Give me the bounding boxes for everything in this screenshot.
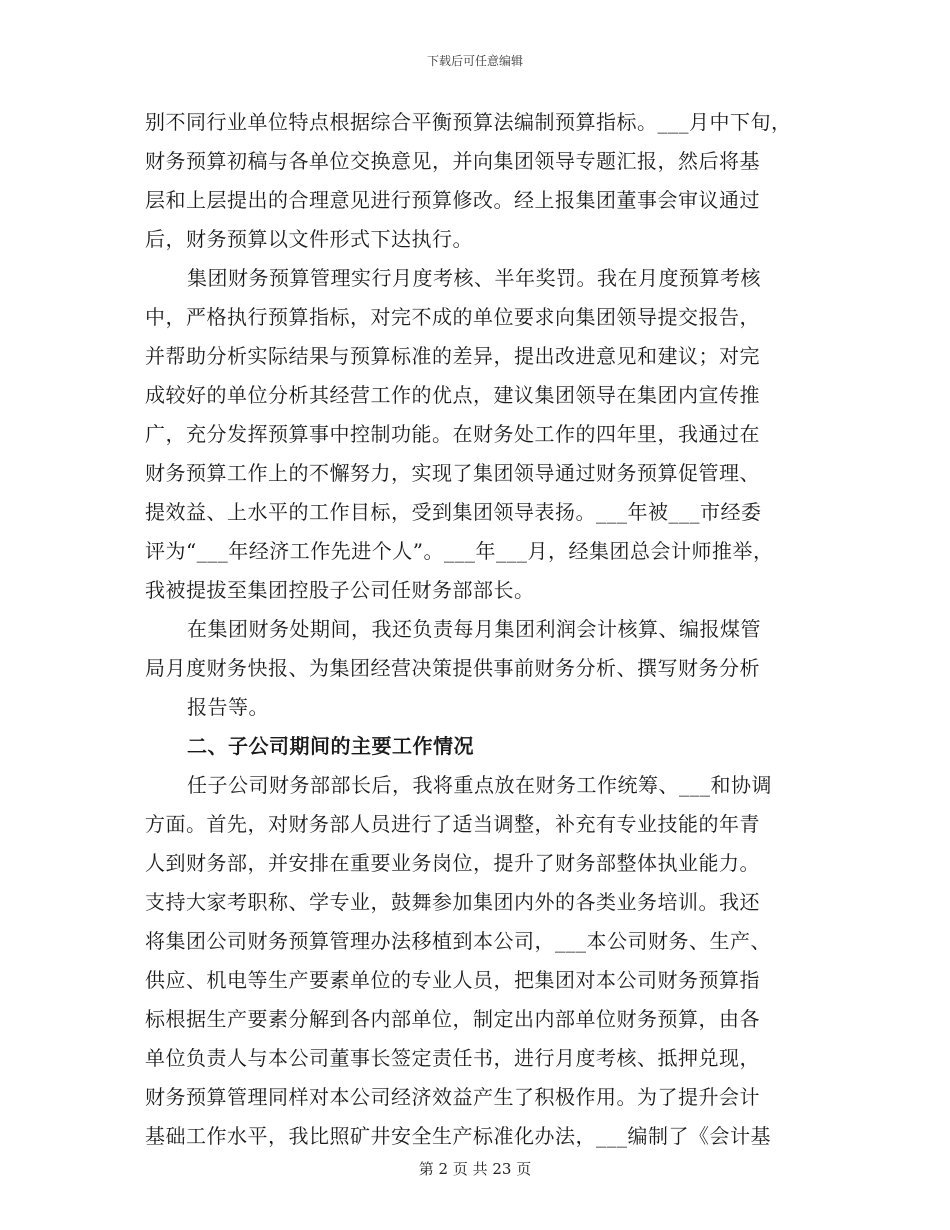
text-line: 任子公司财务部部长后，我将重点放在财务工作统筹、___和协调 <box>187 773 772 797</box>
page-footer: 第 2 页 共 23 页 <box>418 1160 532 1178</box>
text-line: 财务预算初稿与各单位交换意见，并向集团领导专题汇报，然后将基 <box>145 149 760 173</box>
text-line: 层和上层提出的合理意见进行预算修改。经上报集团董事会审议通过 <box>145 188 760 212</box>
page-header: 下载后可任意编辑 <box>426 54 523 68</box>
text-line: 供应、机电等生产要素单位的专业人员，把集团对本公司财务预算指 <box>145 968 760 992</box>
text-line: 财务预算工作上的不懈努力，实现了集团领导通过财务预算促管理、 <box>145 461 760 485</box>
text-line: 人到财务部，并安排在重要业务岗位，提升了财务部整体执业能力。 <box>145 851 760 875</box>
section-heading: 二、子公司期间的主要工作情况 <box>187 734 474 758</box>
text-line: 成较好的单位分析其经营工作的优点，建议集团领导在集团内宣传推 <box>145 383 760 407</box>
text-line: 局月度财务快报、为集团经营决策提供事前财务分析、撰写财务分析 <box>145 656 760 680</box>
text-line: 别不同行业单位特点根据综合平衡预算法编制预算指标。___月中下旬， <box>145 110 792 134</box>
text-line: 在集团财务处期间，我还负责每月集团利润会计核算、编报煤管 <box>187 617 761 641</box>
text-line: 将集团公司财务预算管理办法移植到本公司，___本公司财务、生产、 <box>145 929 771 953</box>
text-line: 我被提拔至集团控股子公司任财务部部长。 <box>145 578 535 602</box>
text-line: 中，严格执行预算指标，对完不成的单位要求向集团领导提交报告， <box>145 305 760 329</box>
text-line: 标根据生产要素分解到各内部单位，制定出内部单位财务预算，由各 <box>145 1007 760 1031</box>
text-line: 方面。首先，对财务部人员进行了适当调整，补充有专业技能的年青 <box>145 812 760 836</box>
text-line: 单位负责人与本公司董事长签定责任书，进行月度考核、抵押兑现， <box>145 1046 760 1070</box>
text-line: 报告等。 <box>187 695 269 719</box>
text-line: 广，充分发挥预算事中控制功能。在财务处工作的四年里，我通过在 <box>145 422 760 446</box>
text-line: 后，财务预算以文件形式下达执行。 <box>145 227 473 251</box>
text-line: 评为“___年经济工作先进个人”。___年___月，经集团总会计师推举， <box>145 539 774 563</box>
text-line: 支持大家考职称、学专业，鼓舞参加集团内外的各类业务培训。我还 <box>145 890 760 914</box>
text-line: 提效益、上水平的工作目标，受到集团领导表扬。___年被___市经委 <box>145 500 762 524</box>
text-line: 财务预算管理同样对本公司经济效益产生了积极作用。为了提升会计 <box>145 1085 760 1109</box>
text-line: 并帮助分析实际结果与预算标准的差异，提出改进意见和建议；对完 <box>145 344 760 368</box>
text-line: 基础工作水平，我比照矿井安全生产标准化办法，___编制了《会计基 <box>145 1124 771 1148</box>
text-line: 集团财务预算管理实行月度考核、半年奖罚。我在月度预算考核 <box>187 266 761 290</box>
